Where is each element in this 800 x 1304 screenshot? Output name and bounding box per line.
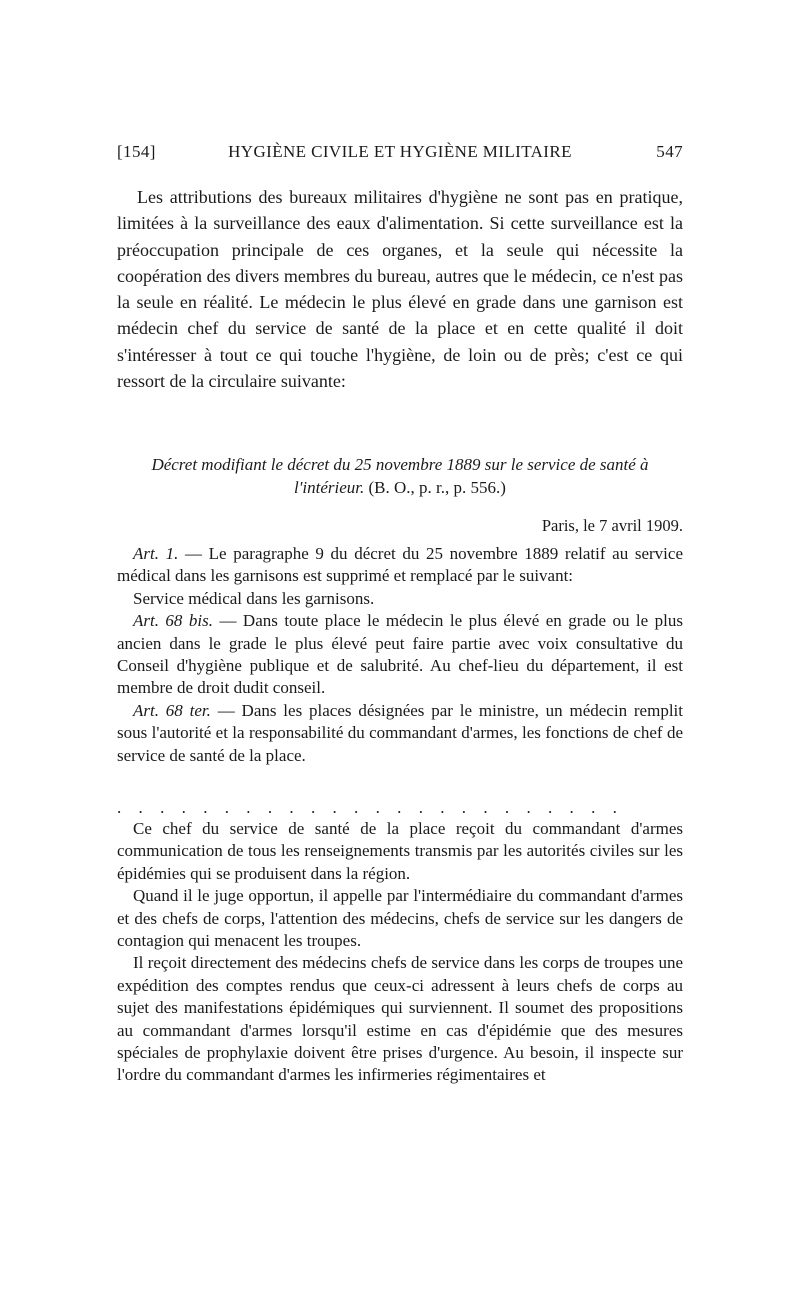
article-68-bis-label: Art. 68 bis. <box>133 611 213 631</box>
article-68-ter-text: — Dans les places désignées par le ministre, un médecin remplit sous l'autorité et la responsabilité du commandant d'armes, les fonctions de chef de service de santé de la place. <box>117 700 683 765</box>
service-heading: Service médical dans les garnisons. <box>133 588 375 608</box>
continuation-block <box>117 818 683 1087</box>
article-68-bis <box>117 610 683 700</box>
article-1-text: — Le paragraphe 9 du décret du 25 novembre 1889 relatif au service médical dans les garnisons est supprimé et remplacé par le suivant: <box>117 544 683 586</box>
article-68-ter-label: Art. 68 ter. <box>133 700 211 720</box>
continuation-paragraph-1: Ce chef du service de santé de la place reçoit du commandant d'armes communication de tous les renseignements transmis par les autorités civiles sur les épidémies qui se produisent dans la région. <box>117 819 683 883</box>
article-68-bis-text: — Dans toute place le médecin le plus élevé en grade ou le plus ancien dans le grade le plus élevé peut faire partie avec voix consultative du Conseil d'hygiène publique et de salubrité. Au chef-lieu du département, il est membre de droit dudit conseil. <box>117 611 684 698</box>
running-title: HYGIÈNE CIVILE ET HYGIÈNE MILITAIRE <box>228 142 572 161</box>
continuation-paragraph-2: Quand il le juge opportun, il appelle par l'intermédiaire du commandant d'armes et des chefs de corps, l'attention des médecins, chefs de service sur les dangers de contagion qui menacent les troupes. <box>117 886 683 951</box>
article-68-ter <box>117 700 683 767</box>
article-1-label: Art. 1. <box>133 544 179 563</box>
ellipsis-divider: ........................ <box>117 798 635 817</box>
decree-date: Paris, le 7 avril 1909. <box>541 516 683 535</box>
decree-heading <box>117 453 683 499</box>
intro-block <box>117 184 683 394</box>
page-number: 547 <box>656 142 683 161</box>
intro-paragraph: Les attributions des bureaux militaires d'hygiène ne sont pas en pratique, limitées à la surveillance des eaux d'alimentation. Si cette surveillance est la préoccupation principale de ces organes, et la seule qui nécessite la coopération des divers membres du bureau, autres que le médecin, ce n'est pas la seule en réalité. Le médecin le plus élevé en grade dans une garnison est médecin chef du service de santé de la place et en cette qualité il doit s'intéresser à tout ce qui touche l'hygiène, de loin ou de près; c'est ce qui ressort de la circulaire suivante: <box>117 187 683 392</box>
articles-block <box>117 543 683 767</box>
decree-reference: (B. O., p. r., p. 556.) <box>368 478 506 497</box>
article-1 <box>117 543 683 588</box>
section-number: [154] <box>117 142 156 161</box>
decree-title: Décret modifiant le décret du 25 novembre 1889 sur le service de santé à l'intérieur. <box>151 455 649 497</box>
continuation-paragraph-3: Il reçoit directement des médecins chefs de service dans les corps de troupes une expédition des comptes rendus que ceux-ci adressent à leurs chefs de corps au sujet des manifestations épidémiques qui surviennent. Il soumet des propositions au commandant d'armes lorsqu'il estime en cas d'épidémie que des mesures spéciales de prophylaxie doivent être prises d'urgence. Au besoin, il inspecte sur l'ordre du commandant d'armes les infirmeries régimentaires et <box>117 953 683 1085</box>
